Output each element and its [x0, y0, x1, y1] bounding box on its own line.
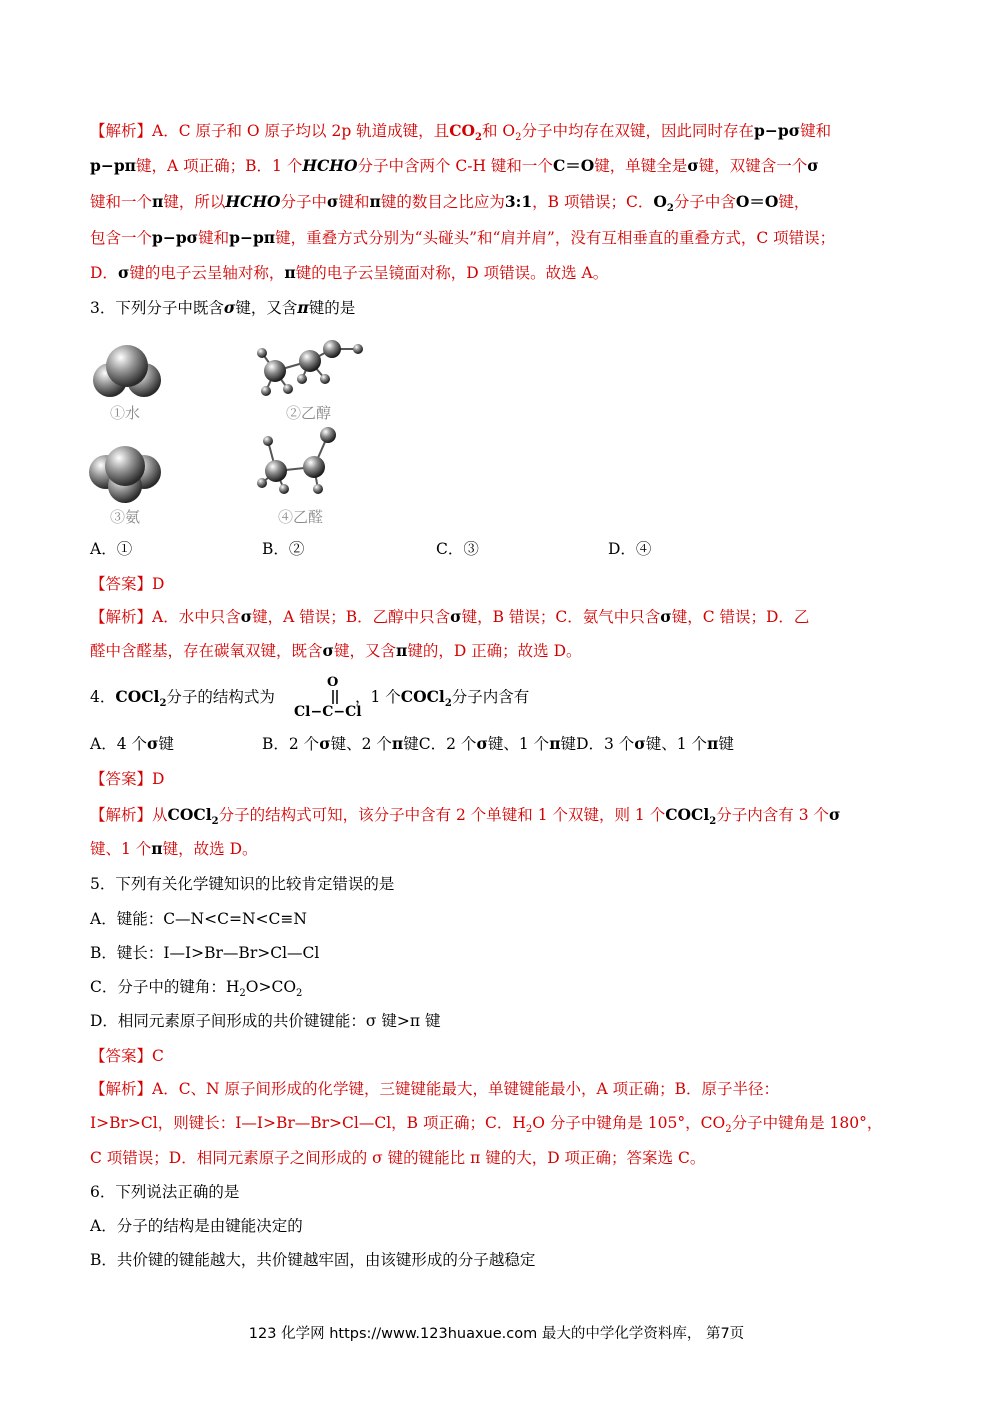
- q2-analysis-line-5: D．σ键的电子云呈轴对称，π键的电子云呈镜面对称，D 项错误。故选 A。: [90, 263, 609, 282]
- formula-oxygen: O: [327, 675, 339, 690]
- q5-analysis-line-3: C 项错误；D．相同元素原子之间形成的 σ 键的键能比 π 键的大，D 项正确；答案选 C。: [90, 1149, 706, 1167]
- double-bond-icon: [329, 690, 341, 704]
- ethanol-molecule-model: [250, 333, 375, 401]
- q2-analysis-line-3: 键和一个π键，所以HCHO分子中σ键和π键的数目之比应为3:1，B 项错误；C．$O_2$分子中含O＝O键，: [90, 192, 810, 215]
- page-footer: 123 化学网 https://www.123huaxue.com 最大的中学化学资料库， 第7页: [248, 1326, 745, 1342]
- q4-options: [90, 733, 734, 755]
- q2-analysis-line-1: 【解析】A．C 原子和 O 原子均以 2p 轨道成键，且$CO_2$和 $O_2$分子中均存在双键，因此同时存在p−pσ键和: [90, 121, 832, 144]
- q3-analysis-line-1: 【解析】A．水中只含σ键，A 错误；B．乙醇中只含σ键，B 错误；C．氨气中只含σ键，C 错误；D．乙: [90, 607, 810, 626]
- ammonia-molecule-model: [86, 440, 166, 504]
- q3-option-a: A．①: [90, 540, 133, 558]
- q5-analysis-line-1: 【解析】A．C、N 原子间形成的化学键，三键键能最大，单键键能最小，A 项正确；B．原子半径：: [90, 1080, 780, 1098]
- q5-option-b: B．键长：I—I>Br—Br>Cl—Cl: [90, 944, 320, 962]
- q4-option-c: C．2 个σ键、1 个π键: [418, 734, 577, 753]
- q5-option-d: D．相同元素原子间形成的共价键键能：σ 键>π 键: [90, 1012, 441, 1030]
- q3-option-c: C．③: [436, 540, 479, 558]
- q5-answer: 【答案】C: [90, 1047, 164, 1065]
- q5-option-c: C．分子中的键角：$H_2O>CO_2$: [90, 978, 303, 1000]
- caption-acetaldehyde: ④乙醛: [278, 508, 324, 526]
- q3-stem: 3．下列分子中既含σ键，又含π键的是: [90, 298, 356, 317]
- q6-option-a: A．分子的结构是由键能决定的: [90, 1217, 303, 1235]
- acetaldehyde-molecule-model: [252, 425, 347, 497]
- q4-option-a: A．4 个σ键: [90, 734, 174, 753]
- cocl2-structural-formula: [294, 675, 374, 723]
- q2-analysis-line-4: 包含一个p−pσ键和p−pπ键，重叠方式分别为“头碰头”和“肩并肩”，没有互相垂直的重叠方式，C 项错误；: [90, 228, 836, 247]
- q4-answer: 【答案】D: [90, 770, 165, 788]
- q5-option-a: A．键能：C—N<C=N<C≡N: [90, 910, 307, 928]
- caption-ethanol: ②乙醇: [286, 404, 332, 422]
- q5-analysis-line-2: I>Br>Cl，则键长：I—I>Br—Br>Cl—Cl，B 项正确；C．$H_2O$ 分子中键角是 105°，$CO_2$分子中键角是 180°，: [90, 1114, 883, 1136]
- caption-ammonia: ③氨: [110, 508, 141, 526]
- q4-stem: 4．COCl$_2$分子的结构式为 ，1 个COCl$_2$分子内含有: [90, 687, 530, 710]
- q6-option-b: B．共价键的键能越大，共价键越牢固，由该键形成的分子越稳定: [90, 1251, 536, 1269]
- q3-analysis-line-2: 醛中含醛基，存在碳氧双键，既含σ键，又含π键的，D 正确；故选 D。: [90, 641, 582, 660]
- water-molecule-model: [88, 342, 168, 402]
- q3-option-d: D．④: [608, 540, 652, 558]
- q4-analysis-line-1: 【解析】从COCl$_2$分子的结构式可知，该分子中含有 2 个单键和 1 个双键，则 1 个COCl$_2$分子内含有 3 个σ: [90, 805, 841, 828]
- formula-bottom-chain: Cl−C−Cl: [294, 704, 362, 720]
- q5-stem: 5．下列有关化学键知识的比较肯定错误的是: [90, 875, 395, 893]
- q2-analysis-line-2: p−pπ键，A 项正确；B．1 个HCHO分子中含两个 C-H 键和一个C＝O键，单键全是σ键，双键含一个σ: [90, 156, 819, 175]
- q6-stem: 6．下列说法正确的是: [90, 1183, 240, 1201]
- q3-answer: 【答案】D: [90, 575, 165, 593]
- q4-option-b: B．2 个σ键、2 个π键: [262, 734, 419, 753]
- q4-analysis-line-2: 键、1 个π键，故选 D。: [90, 839, 258, 858]
- q4-option-d: D．3 个σ键、1 个π键: [576, 734, 734, 753]
- caption-water: ①水: [110, 404, 141, 422]
- q3-option-b: B．②: [262, 540, 305, 558]
